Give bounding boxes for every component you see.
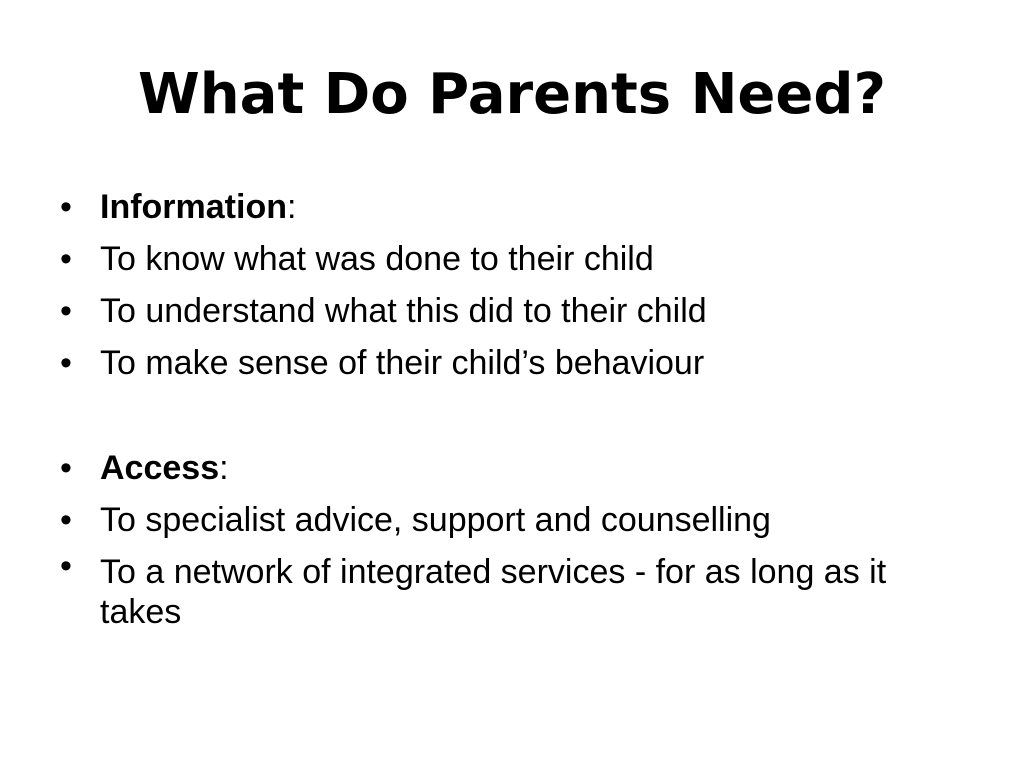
bullet-list xyxy=(56,181,976,632)
bullet-item-information xyxy=(56,181,976,233)
bullet-icon: • xyxy=(60,188,72,226)
heading-colon: : xyxy=(286,188,297,226)
bullet-icon: • xyxy=(60,449,72,487)
section-heading-information: Information xyxy=(100,188,287,226)
bullet-icon: • xyxy=(60,547,72,585)
bullet-text: To make sense of their child’s behaviour xyxy=(100,344,705,382)
bullet-item xyxy=(56,233,976,285)
bullet-text: To understand what this did to their child xyxy=(100,292,707,330)
bullet-text: To know what was done to their child xyxy=(100,240,654,278)
slide-title: What Do Parents Need? xyxy=(138,62,886,127)
bullet-icon: • xyxy=(60,240,72,278)
heading-colon: : xyxy=(219,449,229,487)
bullet-item xyxy=(56,546,976,632)
bullet-item xyxy=(56,337,976,389)
bullet-item xyxy=(56,285,976,337)
bullet-icon: • xyxy=(60,501,72,539)
bullet-text: To a network of integrated services - for as long as it takes xyxy=(100,553,887,631)
section-spacer xyxy=(56,389,976,442)
bullet-icon: • xyxy=(60,292,72,330)
bullet-item-access xyxy=(56,442,976,494)
bullet-icon: • xyxy=(60,344,72,382)
bullet-text: To specialist advice, support and counselling xyxy=(100,501,771,539)
section-heading-access: Access xyxy=(100,449,220,487)
bullet-item xyxy=(56,494,976,546)
